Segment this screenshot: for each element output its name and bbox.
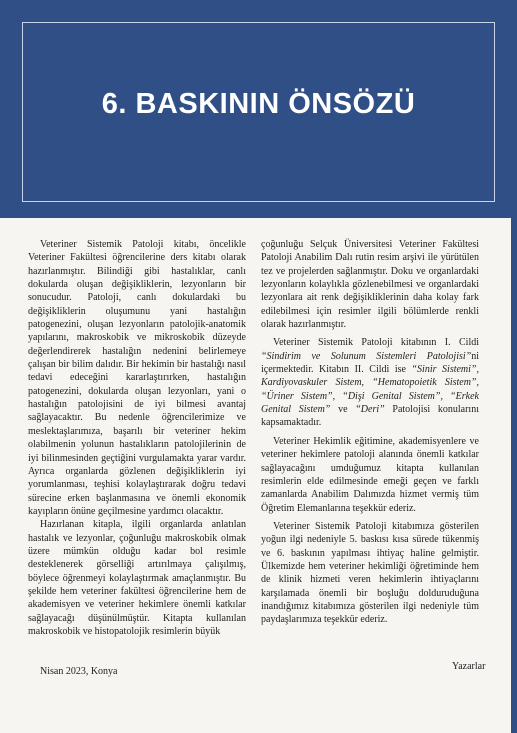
- page-edge-band: [511, 218, 517, 733]
- paragraph-thanks: Veteriner Hekimlik eğitimine, akademisyenlere ve veteriner hekimlere patoloji alanında önemli katkılar sağlayacağını umduğumuz kitapta kullanılan resimlerin elde edilmesinde emeği geçen ve farklı zamanlarda Anabilim Dalımızda hizmet vermiş tüm Öğretim Elemanlarına teşekkür ederiz.: [261, 435, 479, 514]
- author-signature: Yazarlar: [452, 661, 486, 672]
- volumes-end-text: Patolojisi konularını kapsamaktadır.: [261, 404, 479, 429]
- paragraph-sixth-edition: Veteriner Sistemik Patoloji kitabımıza gösterilen yoğun ilgi nedeniyle 5. baskısı kısa sürede tükenmiş ve 6. baskının yapılması ihtiyaç haline gelmiştir. Ülkemizde hem veteriner hekimliği öğretiminde hem de klinik hizmeti veren hekimlerin ihtiyaçlarını karşılamada önemli bir boşluğu dolduruduğuna inandığımız kitabımıza gösterilen ilgi nedeniyle tüm paydaşlarımıza teşekkür ederiz.: [261, 520, 479, 626]
- right-column: [261, 238, 479, 627]
- paragraph-volumes: [261, 336, 479, 429]
- volumes-intro-text: Veteriner Sistemik Patoloji kitabının I. Cildi: [273, 337, 479, 349]
- page-title: 6. BASKININ ÖNSÖZÜ: [101, 88, 416, 120]
- paragraph-book-content: Hazırlanan kitapla, ilgili organlarda anlatılan hastalık ve lezyonlar, çoğunluğu makroskobik olmak üzere mümkün olduğu kadar bol resimle desteklenerek görselliği artırılmaya çalışılmış, böylece öğrenmeyi kolaylaştırmak amaçlanmıştır. Bu şekilde hem veteriner fakültesi öğrencilerine hem de akademisyen ve veteriner hekimlere önemli katkılar sağlayacağı düşünülmüştür. Kitapta kullanılan makroskobik ve histopatolojik resimlerin büyük: [28, 519, 246, 637]
- paragraph-intro: Veteriner Sistemik Patoloji kitabı, öncelikle Veteriner Fakültesi öğrencilerine ders kitabı olarak hazırlanmıştır. Bilindiği gibi hastalıklar, canlı dokularda oluşan değişikliklerin, lezyonların bir sonucudur. Patoloji, canlı dokulardaki bu değişikliklerin oluşumunu yani hastalığın patogenezini, oluşan lezyonların patolojik-anatomik yapılarını, makroskobik ve mikroskobik düzeyde değerlendirerek hastalığın nedenini belirlemeye çalışan bir bilim dalıdır. Bir hekimin bir hastalığı nasıl tedavi edeceğini kararlaştırırken, hastalığın patogenezini, dokularda oluşan lezyonları, yani o hastalığın patolojisini de iyi bilmesi avantaj sağlayacaktır. Bu nedenle öğrencilerimize ve meslektaşlarımıza, başarılı bir veteriner hekim olabilmenin yolunun hastalıkların patolojilerinin de iyi bilinmesinden geçtiğini vurgulamakta yarar vardır. Ayrıca organlarda gözlenen değişikliklerin iyi yorumlanması, teşhisi kolaylaştırarak doğru tedavi sürecine erken başlanmasına ve önemli ekonomik kayıpların önüne geçilmesine yardımcı olacaktır.: [28, 239, 246, 517]
- left-column: [28, 238, 246, 638]
- volumes-and-text: ve: [330, 404, 356, 416]
- paragraph-continued: çoğunluğu Selçuk Üniversitesi Veteriner Fakültesi Patoloji Anabilim Dalı rutin resim arşivi ile yürütülen tez ve projelerden sağlanmıştır. Doku ve organlardaki lezyonların kolaylıkla gözlenebilmesi ve organlardaki lezyonlara ait renk değişikliklerinin daha kolay fark edilebilmesi için resimler ilgili bölümlerde renkli olarak hazırlanmıştır.: [261, 239, 479, 331]
- volume-2-titles: “Sinir Sistemi”, Kardiyovaskuler Sistem, “Hematopoietik Sistem”, “Üriner Sistem”, “Dişi Genital Sistem”, “Erkek Genital Sistem”: [261, 364, 479, 416]
- volumes-mid-text: ni içermektedir. Kitabın II. Cildi ise: [261, 350, 479, 376]
- place-date: Nisan 2023, Konya: [40, 666, 118, 677]
- volume-1-title: “Sindirim ve Solunum Sistemleri Patolojisi”: [261, 350, 472, 362]
- skin-title: “Deri”: [355, 404, 385, 416]
